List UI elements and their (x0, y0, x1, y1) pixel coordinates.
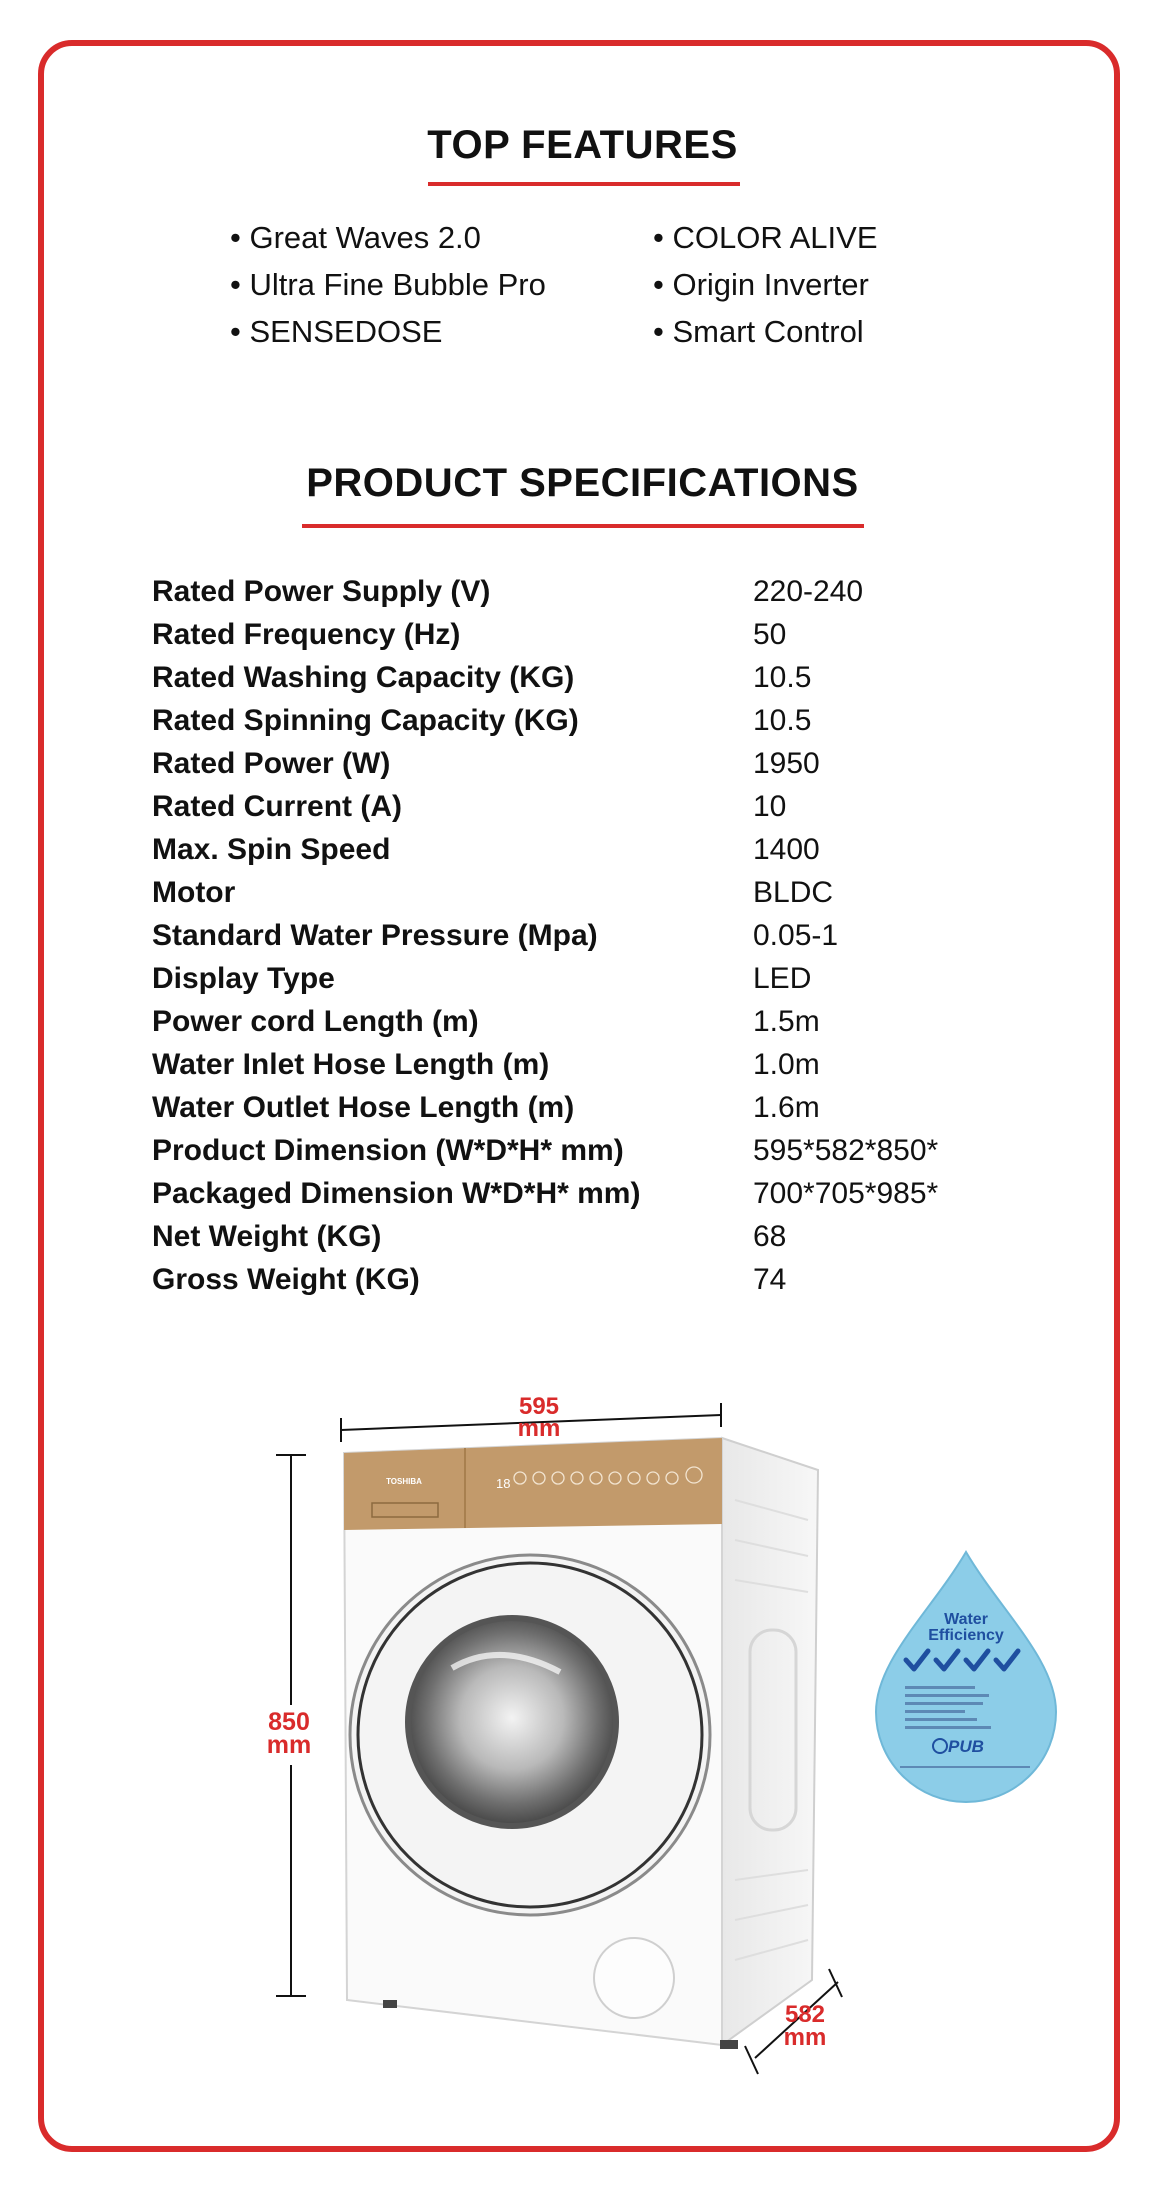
feature-item: • SENSEDOSE (230, 308, 546, 355)
water-label-line2: Efficiency (928, 1627, 1004, 1644)
water-efficiency-label (876, 1552, 1056, 1802)
water-drop-icon (876, 1552, 1056, 1802)
width-unit: mm (517, 1415, 561, 1442)
pub-logo: PUB (948, 1737, 984, 1756)
spec-value: 74 (753, 1263, 787, 1296)
spec-value: 68 (753, 1220, 787, 1253)
spec-label: Gross Weight (KG) (152, 1263, 420, 1296)
height-unit: mm (266, 1731, 312, 1759)
display-readout: 18 (496, 1476, 511, 1491)
spec-value: 700*705*985* (753, 1177, 939, 1210)
feature-item: • Great Waves 2.0 (230, 214, 546, 261)
spec-value: 10 (753, 790, 787, 823)
door-drum (408, 1618, 616, 1826)
spec-label: Packaged Dimension W*D*H* mm) (152, 1177, 641, 1210)
spec-label: Display Type (152, 962, 335, 995)
spec-value: 50 (753, 618, 787, 651)
feature-item: • Smart Control (653, 308, 878, 355)
spec-value: LED (753, 962, 812, 995)
spec-label: Rated Current (A) (152, 790, 403, 823)
spec-label: Water Outlet Hose Length (m) (152, 1091, 575, 1124)
spec-label: Rated Power (W) (152, 747, 391, 780)
spec-label: Power cord Length (m) (152, 1005, 479, 1038)
spec-value: 1950 (753, 747, 820, 780)
feature-item: • Ultra Fine Bubble Pro (230, 261, 546, 308)
depth-unit: mm (783, 2024, 827, 2051)
spec-value: BLDC (753, 876, 834, 909)
spec-label: Rated Spinning Capacity (KG) (152, 704, 579, 737)
feature-item: • Origin Inverter (653, 261, 878, 308)
spec-value: 220-240 (753, 575, 864, 608)
spec-value: 595*582*850* (753, 1134, 939, 1167)
spec-label: Rated Washing Capacity (KG) (152, 661, 575, 694)
depth-value: 582 (784, 2001, 826, 2028)
brand-logo: TOSHIBA (386, 1477, 422, 1486)
width-value: 595 (518, 1393, 560, 1420)
washing-machine (344, 1438, 818, 2049)
spec-label: Water Inlet Hose Length (m) (152, 1048, 550, 1081)
spec-label: Motor (152, 876, 236, 909)
spec-label: Rated Frequency (Hz) (152, 618, 461, 651)
feature-item: • COLOR ALIVE (653, 214, 878, 261)
spec-label: Rated Power Supply (V) (152, 575, 491, 608)
spec-value: 0.05-1 (753, 919, 839, 952)
spec-value: 1.0m (753, 1048, 820, 1081)
spec-label: Product Dimension (W*D*H* mm) (152, 1134, 624, 1167)
spec-label: Max. Spin Speed (152, 833, 391, 866)
specs-title: PRODUCT SPECIFICATIONS (306, 461, 859, 505)
spec-label: Net Weight (KG) (152, 1220, 382, 1253)
spec-value: 10.5 (753, 661, 812, 694)
spec-label: Standard Water Pressure (Mpa) (152, 919, 598, 952)
spec-value: 1.5m (753, 1005, 820, 1038)
spec-value: 1.6m (753, 1091, 820, 1124)
water-label-line1: Water (944, 1611, 988, 1628)
spec-value: 1400 (753, 833, 820, 866)
filter-cap (594, 1938, 674, 2018)
top-features-title: TOP FEATURES (427, 123, 738, 167)
spec-value: 10.5 (753, 704, 812, 737)
height-value: 850 (268, 1708, 310, 1736)
